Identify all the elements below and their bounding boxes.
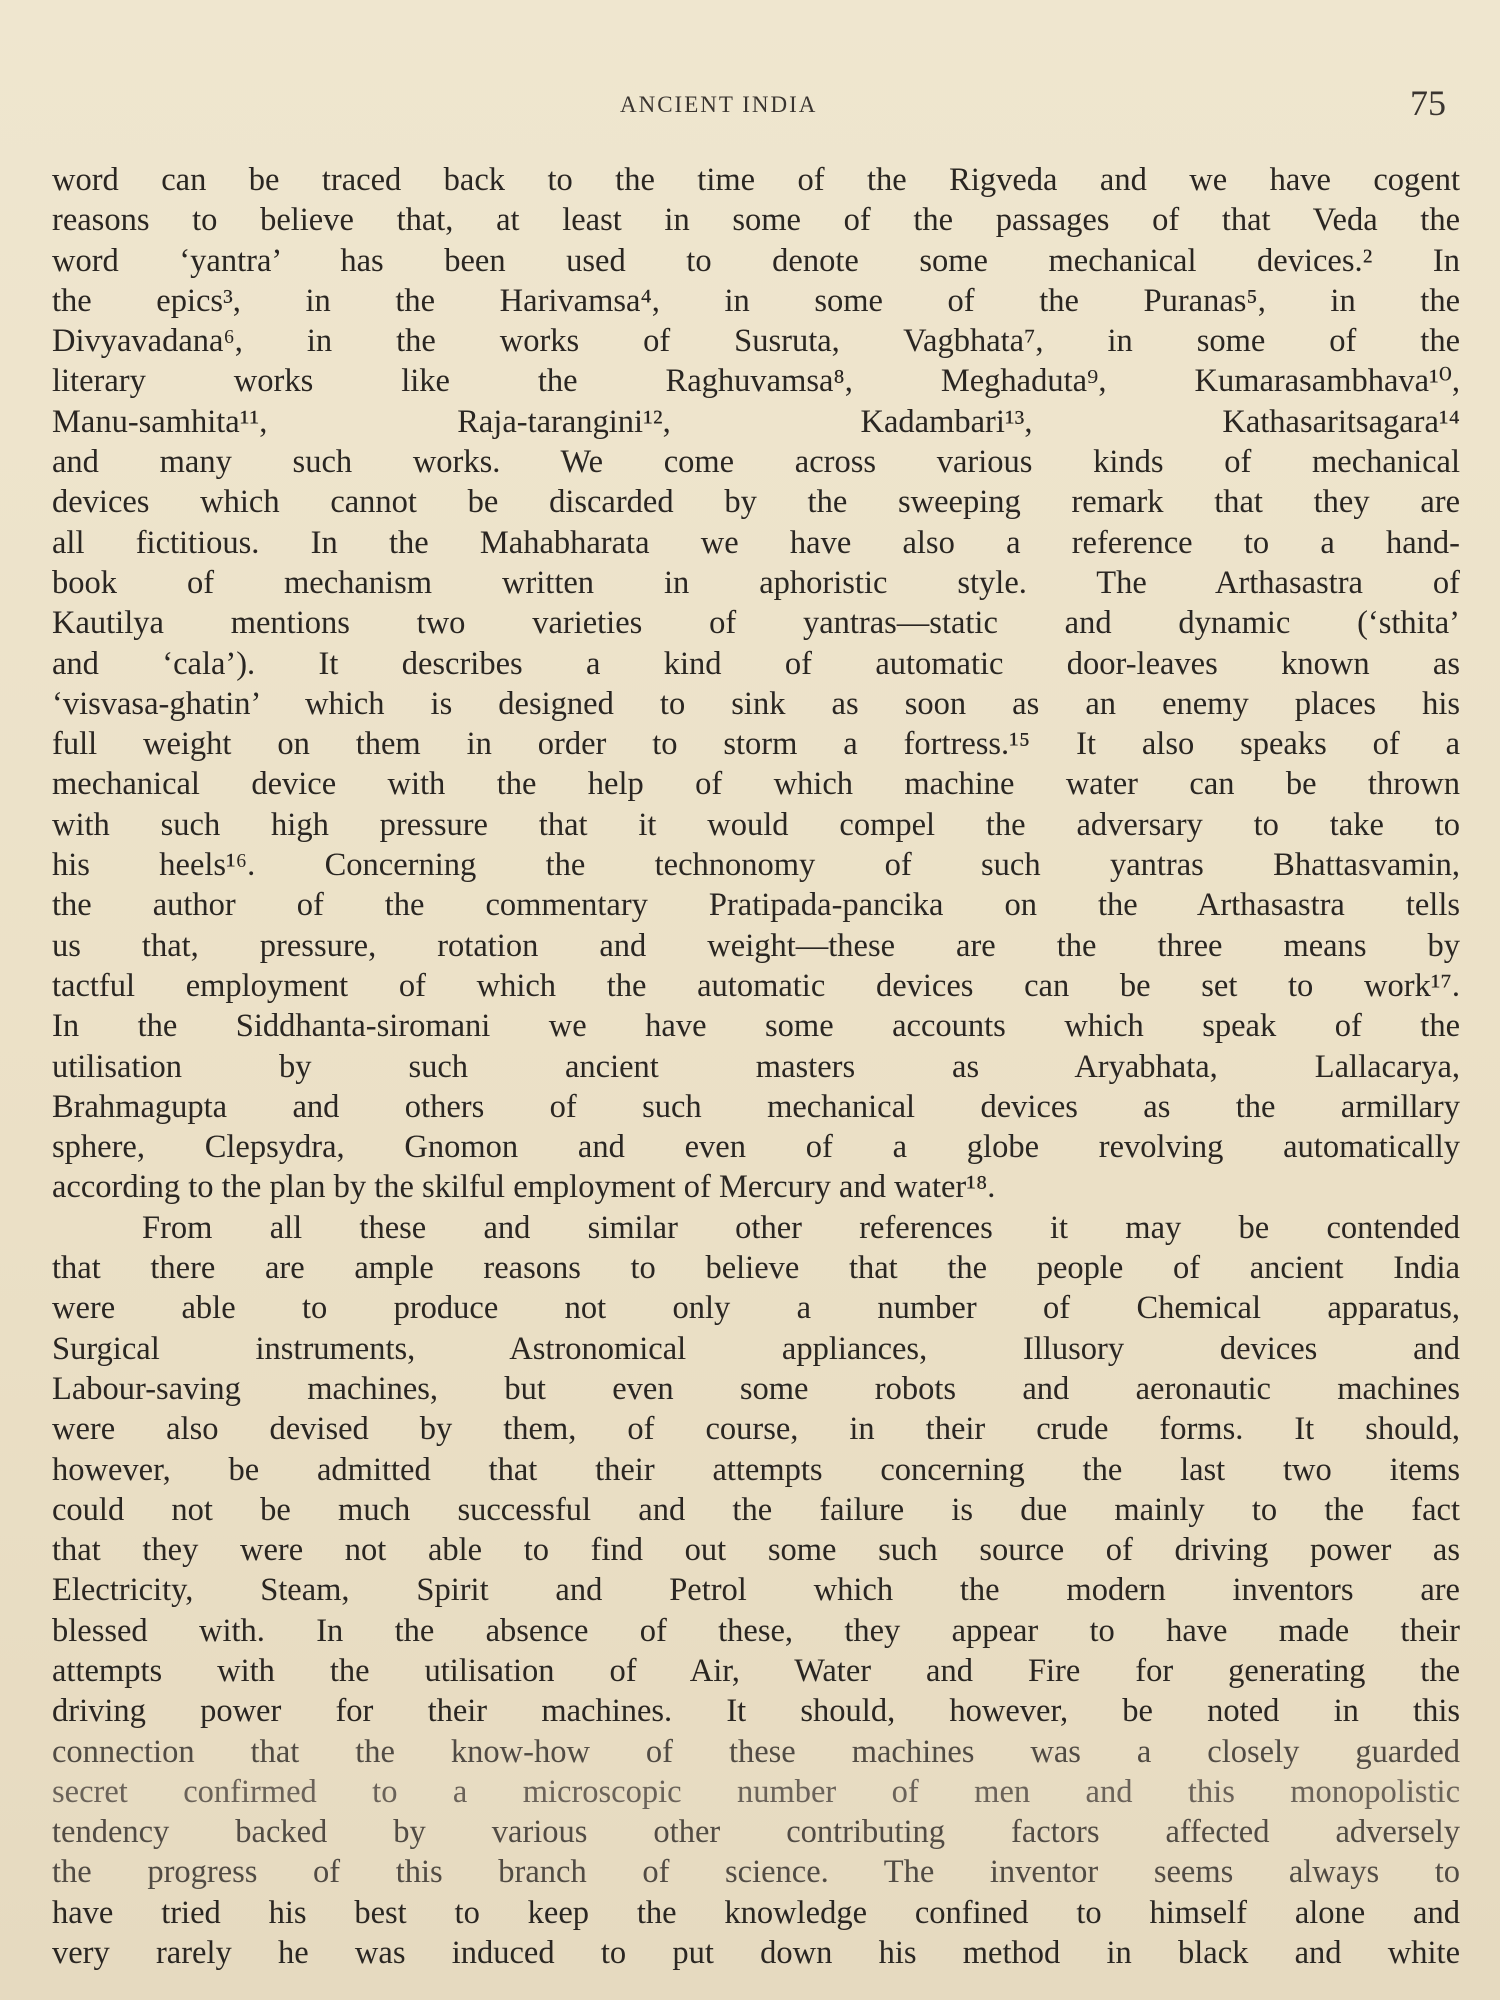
text-line: mechanical device with the help of which machine water can be thrown <box>52 766 1460 803</box>
text-line: his heels¹⁶. Concerning the technonomy of such yantras Bhattasvamin, <box>52 847 1460 884</box>
text-line: the author of the commentary Pratipada-pancika on the Arthasastra tells <box>52 887 1460 924</box>
text-line: word can be traced back to the time of the Rigveda and we have cogent <box>52 162 1460 198</box>
text-line: Divyavadana⁶, in the works of Susruta, Vagbhata⁷, in some of the <box>52 323 1460 360</box>
text-line: Manu-samhita¹¹, Raja-tarangini¹², Kadambari¹³, Kathasaritsagara¹⁴ <box>52 403 1460 440</box>
text-line: connection that the know-how of these machines was a closely guarded <box>52 1733 1460 1770</box>
text-line: Brahmagupta and others of such mechanical devices as the armillary <box>52 1088 1460 1125</box>
text-line: the progress of this branch of science. The inventor seems always to <box>52 1854 1460 1891</box>
text-line: secret confirmed to a microscopic number of men and this monopolistic <box>52 1773 1460 1810</box>
text-line: In the Siddhanta-siromani we have some accounts which speak of the <box>52 1008 1460 1045</box>
text-line: ‘visvasa-ghatin’ which is designed to sink as soon as an enemy places his <box>52 685 1460 722</box>
text-line: that they were not able to find out some such source of driving power as <box>52 1532 1460 1569</box>
text-line: devices which cannot be discarded by the sweeping remark that they are <box>52 484 1460 521</box>
text-line: however, be admitted that their attempts concerning the last two items <box>52 1451 1460 1488</box>
text-line: the epics³, in the Harivamsa⁴, in some of the Puranas⁵, in the <box>52 282 1460 319</box>
text-line: could not be much successful and the failure is due mainly to the fact <box>52 1491 1460 1528</box>
text-line: Labour-saving machines, but even some robots and aeronautic machines <box>52 1370 1460 1407</box>
text-line: tendency backed by various other contributing factors affected adversely <box>52 1814 1460 1851</box>
text-line: literary works like the Raghuvamsa⁸, Meghaduta⁹, Kumarasambhava¹⁰, <box>52 363 1460 400</box>
text-line: were also devised by them, of course, in their crude forms. It should, <box>52 1411 1460 1448</box>
text-line: blessed with. In the absence of these, they appear to have made their <box>52 1612 1460 1649</box>
text-line: attempts with the utilisation of Air, Water and Fire for generating the <box>52 1652 1460 1689</box>
text-line: us that, pressure, rotation and weight—these are the three means by <box>52 927 1460 964</box>
body-text <box>52 160 1460 1973</box>
text-line: From all these and similar other references it may be contended <box>142 1209 1460 1246</box>
page-header <box>0 83 1500 128</box>
text-line: Surgical instruments, Astronomical appliances, Illusory devices and <box>52 1330 1460 1367</box>
text-line: and ‘cala’). It describes a kind of automatic door-leaves known as <box>52 645 1460 682</box>
text-line: driving power for their machines. It should, however, be noted in this <box>52 1693 1460 1730</box>
text-line: Kautilya mentions two varieties of yantras—static and dynamic (‘sthita’ <box>52 605 1460 642</box>
text-line: and many such works. We come across various kinds of mechanical <box>52 444 1460 481</box>
text-line: utilisation by such ancient masters as Aryabhata, Lallacarya, <box>52 1048 1460 1085</box>
running-head: ANCIENT INDIA <box>620 92 818 117</box>
text-line: reasons to believe that, at least in some of the passages of that Veda the <box>52 202 1460 239</box>
text-line: were able to produce not only a number of Chemical apparatus, <box>52 1290 1460 1327</box>
text-line: full weight on them in order to storm a fortress.¹⁵ It also speaks of a <box>52 726 1460 763</box>
text-line: that there are ample reasons to believe that the people of ancient India <box>52 1250 1460 1287</box>
text-line: sphere, Clepsydra, Gnomon and even of a globe revolving automatically <box>52 1129 1460 1166</box>
text-line: very rarely he was induced to put down his method in black and white <box>52 1935 1460 1972</box>
text-line: have tried his best to keep the knowledge confined to himself alone and <box>52 1894 1460 1931</box>
text-line: all fictitious. In the Mahabharata we have also a reference to a hand- <box>52 524 1460 561</box>
page-number: 75 <box>1410 83 1446 123</box>
text-line: tactful employment of which the automatic devices can be set to work¹⁷. <box>52 967 1460 1004</box>
text-line: word ‘yantra’ has been used to denote some mechanical devices.² In <box>52 242 1460 279</box>
text-line: book of mechanism written in aphoristic style. The Arthasastra of <box>52 564 1460 601</box>
text-line: Electricity, Steam, Spirit and Petrol which the modern inventors are <box>52 1572 1460 1609</box>
text-line: according to the plan by the skilful employment of Mercury and water¹⁸. <box>52 1169 996 1206</box>
text-line: with such high pressure that it would compel the adversary to take to <box>52 806 1460 843</box>
